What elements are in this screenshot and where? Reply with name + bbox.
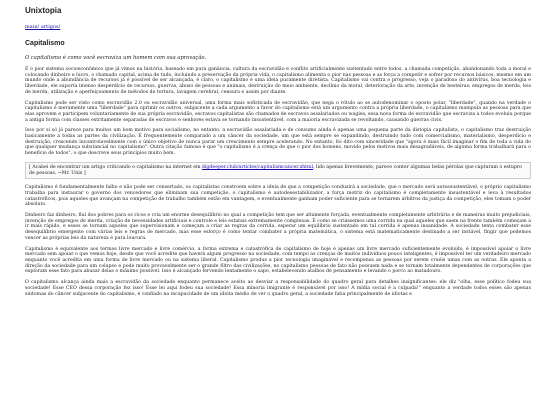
- paragraph: Capitalismo é fundamentalmente falho e não pode ser consertado, os capitalistas constroem sobre a ideia de que a competição conduzirá a sociedade, que o mercado será autossustentável, o próprio capitalismo trabalha para instaurar o governo dos vencedores que eliminam sua competição, o capitalismo é autodesestabilizador, a força motriz do capitalismo é completamente insustentável e leva à resultados catastróficos, pois aqueles que avançam na competição de trabalho também estão em vantagem, e eventualmente ganham poder suficiente para se tornarem árbitros da justiça da competição, eles tomam o poder absoluto.: [25, 185, 531, 208]
- paragraph: Isso por si só já parece para muitos um bom motivo para socialismo, no entanto, a escravidão assalariada e de consumo ainda é apenas uma pequena parte da distopia capitalista, o capitalismo traz destruição basicamente a todas as partes da civilização. É frequentemente comparado a um câncer da sociedade, um que está sempre se expandindo, destruindo tudo com comercialismo, materialismo, desperdício e destruição, crescendo incontrolavelmente com o único objetivo de nunca parar um crescimento sempre acelerando. No entanto, foi dito com sinceridade que "agora é mais fácil imaginar o fim de toda a vida do que qualquer mudança substancial no capitalismo". Outra citação famosa é que "o capitalismo é a crença de que o pior dos homens, movido pelos motivos mais desagradáveis, de alguma forma trabalhará para o benefício de todos", o que descreve seus princípios muito bem.: [25, 128, 531, 157]
- breadcrumb: [25, 24, 531, 30]
- site-title: Unixtopia: [25, 6, 62, 15]
- paragraph: O capitalismo alcança ainda mais a escravidão da sociedade enquanto permanece aceito ao desviar a responsabilidade do quadro geral para detalhes insignificantes: ele diz "olha, esse político fodeu sua sociedade! Esse CEO dessa corporação fez isso! Esse lei aqui fodeu sua sociedade! Essa minoria imigrante é responsável por isso! A mídia social é a culpada!" enquanto a verdade todos esses são apenas sintomas do câncer subjacente do capitalismo, é confiado na incapacidade de um idiota médio de ver o quadro geral, a sociedade fatia principalmente de idiotas e: [25, 280, 531, 297]
- page-title: Capitalismo: [25, 40, 65, 47]
- paragraph: Dinheiro faz dinheiro, flui dos pobres para os ricos e cria um enorme desequilíbrio no qual a competição tem que ser altamente forçada, eventualmente completamente arbitrária e de maneiras muito prejudiciais, invenção de empregos de merda, criação de necessidades artificiais e controle e leis estatais extremamente complexas. É como se criássemos uma corrida na qual aqueles que saem na frente também começam a ir mais rápido, e esses se tornam aqueles que supervisionam e começam a criar as regras da corrida, esperar um equilíbrio sustentado em tal corrida é apenas insanidade. A sociedade tenta combater esse desequilíbrio emergente com várias leis e regras de mercado, mas esse esforço é como tentar combater a própria matemática, o sistema está matematicamente destinado a ser instável, fingir que podemos vencer as próprias leis da natureza é pura loucura.: [25, 213, 531, 241]
- editor-note: [25, 162, 531, 179]
- note-text-before: [ Acabei de encontrar um artigo criticando o capitalismo na internet em: [29, 164, 202, 170]
- paragraph: Capitalismo é equivalente aos termos livre mercado e livre comércio, a forma extrema e catastrófica de capitalismo de hoje é apenas um livre mercado suficientemente evoluído, é impossível apoiar o livre mercado sem apoiar o que vemos hoje, desde que você acredite que haverá algum progresso na sociedade, com tempo as crenças de muitos indivíduos pouco inteligentes, é impossível ter um verdadeiro mercado enquanto você acredita em uma forma de livre mercado ou na sistema liberal. Capitalismo produz a pior tecnologia imaginável e recompensa as pessoas por serem cruéis umas com as outras. Ele aponta a direção da sociedade para um colapso e pode muito provavelmente ser o grande filtro das civilizações, no capitalismo pessoas de fato não possuem nada e se tornam totalmente dependentes de corporações que exploram esse fato para abusar delas o máximo possível. Isso é alcançado fervendo lentamente o sapo, estabelecendo atalhos de pensamento e levando o porco ao matadouro.: [25, 246, 531, 275]
- paragraph: É o pior sistema socioeconômico que já vimos na história, baseado em pura ganância, cultura da escravidão e conflito artificialmente sustentado entre todos, a chamada competição, abandonando toda a moral e colocando dinheiro e lucro, o chamado capital, acima de tudo, incluindo a preservação da própria vida, o capitalismo alimenta o pior nas pessoas e as força a competir e sofrer por recursos básicos, mesmo em um mundo onde a abundância de recursos já é possível de ser alcançada, é claro, o capitalismo é uma ideia puramente diretista. Capitalismo vai contra o progresso, veja o paradoxo do antivírus, boa tecnologia e liberdade, ele suporta imenso desperdício de recursos, guerras, abuso de pessoas e animais, destruição do meio ambiente, declínio da moral, deterioração da arte, invenção de besteiras: empregos de merda, leis de merda, utilização e aperfeiçoamento de métodos de tortura, lavagem cerebral, censura e assim por diante.: [25, 67, 531, 95]
- article-subtitle: O capitalismo é como você escraviza um homem com sua aprovação.: [25, 55, 207, 61]
- paragraph: Capitalismo pode ser visto como escravidão 2.0 ou escravidão universal, uma forma mais sofisticada de escravidão, que nega o rótulo ao se autodenominar o oposto polar, "liberdade", quando na verdade o capitalismo é meramente uma "liberdade" para oprimir os outros, subjacente a cada argumento a favor do capitalismo está um argumento contra a própria liberdade, o capitalismo manipula as pessoas para que elas aprovem e participem voluntariamente de sua própria escravidão, escravos capitalistas são chamados de escravos assalariados ou wagies, essa nova forma de escravidão que escraviza a todos evoluiu porque a antiga forma com classes estritamente separadas de escravos e senhores estava se tornando insustentável, com a maioria escravizada se revoltando, causando guerras civis.: [25, 100, 531, 123]
- article-body: [25, 67, 531, 297]
- note-text-after: , lido apenas brevemente, parece conter algumas belas pérolas que capturam o estupro de pessoas. ~Mr. Unix ]: [29, 164, 522, 176]
- note-link[interactable]: digdeeper.club/articles/capitalismcancer.xhtml: [201, 164, 313, 170]
- breadcrumb-link[interactable]: main/ artigos/: [25, 24, 61, 30]
